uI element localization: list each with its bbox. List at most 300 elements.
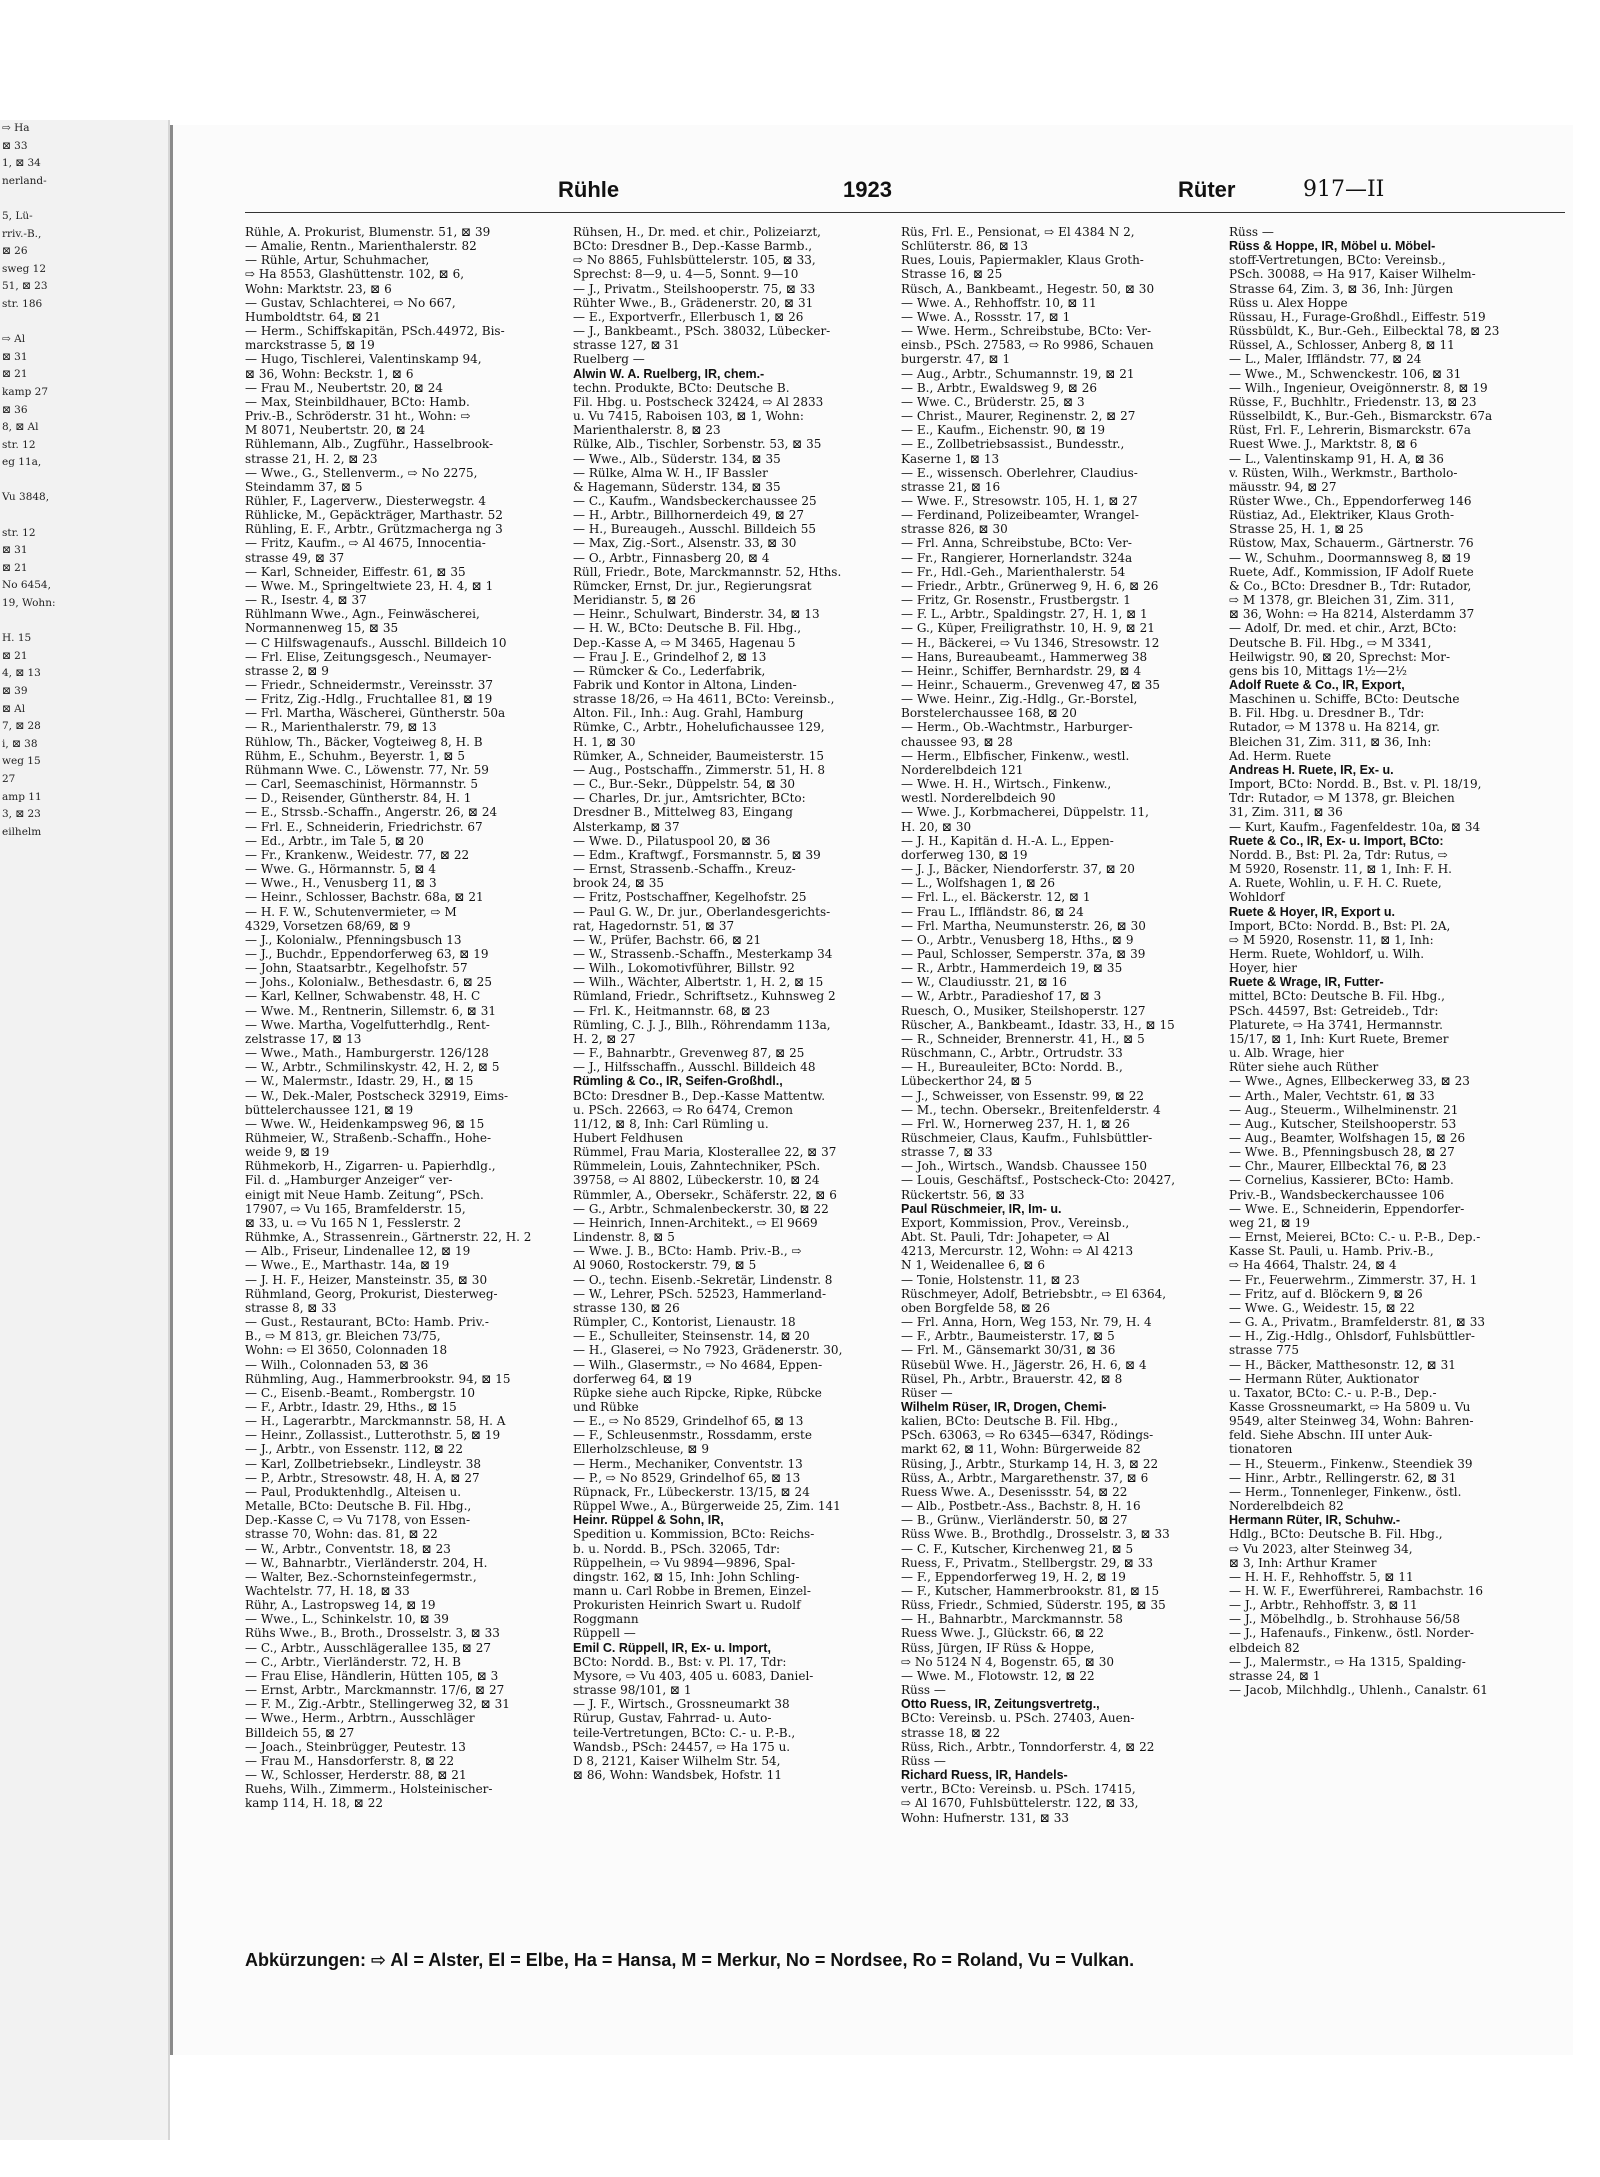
directory-entry: 11/12, ⊠ 8, Inh: Carl Rümling u. [573,1116,769,1131]
directory-entry: Sprechst: 8—9, u. 4—5, Sonnt. 9—10 [573,267,799,282]
directory-entry: — C., Arbtr., Vierländerstr. 72, H. B [245,1654,461,1669]
spine-fragment: 27 [2,772,16,785]
directory-entry: brook 24, ⊠ 35 [573,876,664,891]
directory-entry: — Adolf, Dr. med. et chir., Arzt, BCto: [1229,621,1457,636]
directory-entry: — Wwe. Martha, Vogelfutterhdlg., Rent- [245,1017,490,1032]
directory-entry: einsb., PSch. 27583, ⇨ Ro 9986, Schauen [901,338,1154,353]
directory-entry: Rüstiaz, Ad., Elektriker, Klaus Groth- [1229,508,1455,523]
directory-entry: — W., Bahnarbtr., Vierländerstr. 204, H. [245,1555,488,1570]
header-year: 1923 [843,177,892,202]
directory-entry: — Heinr., Schlosser, Bachstr. 68a, ⊠ 21 [245,890,484,905]
directory-entry: strasse 70, Wohn: das. 81, ⊠ 22 [245,1527,438,1542]
spine-fragment [0,314,168,332]
directory-entry: — Fr., Feuerwehrm., Zimmerstr. 37, H. 1 [1229,1272,1478,1287]
directory-entry: Kaserne 1, ⊠ 13 [901,451,1000,466]
spine-fragment: ⊠ 33 [2,139,28,152]
directory-entry: Rühsen, H., Dr. med. et chir., Polizeiarzt, [573,225,821,239]
directory-entry: ⇨ No 5124 N 4, Bogenstr. 65, ⊠ 30 [901,1654,1114,1669]
directory-entry: — Frau L., Iffländstr. 86, ⊠ 24 [901,904,1084,919]
directory-entry: strasse 21, H. 2, ⊠ 23 [245,451,378,466]
spine-fragment: ⊠ 21 [2,368,28,381]
directory-entry: — Wwe. M., Springeltwiete 23, H. 4, ⊠ 1 [245,578,494,593]
directory-entry: Fabrik und Kontor in Altona, Linden- [573,678,797,692]
directory-entry: ⊠ 3, Inh: Arthur Kramer [1229,1555,1377,1570]
directory-entry: — H. W. F., Ewerführerei, Rambachstr. 16 [1229,1584,1484,1598]
directory-entry: — C. F., Kutscher, Kirchenweg 21, ⊠ 5 [901,1541,1134,1556]
directory-entry: Strasse 16, ⊠ 25 [901,267,1003,282]
directory-entry: — Ernst, Strassenb.-Schaffn., Kreuz- [573,862,796,877]
directory-entry: Borstelerchaussee 168, ⊠ 20 [901,706,1077,721]
directory-entry: kamp 114, H. 18, ⊠ 22 [245,1796,383,1811]
directory-entry: strasse 21, ⊠ 16 [901,479,1001,494]
directory-entry: Lübeckerthor 24, ⊠ 5 [901,1074,1033,1089]
directory-entry: — Wilh., Wächter, Albertstr. 1, H. 2, ⊠ 15 [573,975,824,990]
directory-entry: — Aug., Beamter, Wolfshagen 15, ⊠ 26 [1229,1131,1466,1145]
directory-entry: Rüss, A., Arbtr., Margarethenstr. 37, ⊠ 6 [901,1470,1149,1485]
spine-fragment: No 6454, [2,579,51,592]
directory-entry: Marienthalerstr. 8, ⊠ 23 [573,423,721,438]
directory-entry: — Ernst, Arbtr., Marckmannstr. 17/6, ⊠ 27 [245,1683,505,1698]
directory-entry: Rühlmann Wwe., Agn., Feinwäscherei, [245,607,480,622]
directory-entry: Platurete, ⇨ Ha 3741, Hermannstr. [1229,1017,1443,1032]
directory-entry: — Wwe., Agnes, Ellbeckerweg 33, ⊠ 23 [1229,1074,1470,1089]
directory-entry: Abt. St. Pauli, Tdr: Johapeter, ⇨ Al [901,1230,1110,1245]
directory-entry: — H., Zig.-Hdlg., Ohlsdorf, Fuhlsbüttler- [1229,1329,1475,1344]
directory-entry: — H., Arbtr., Billhornerdeich 49, ⊠ 27 [573,508,804,523]
directory-entry: Rühter Wwe., B., Grädenerstr. 20, ⊠ 31 [573,295,814,310]
directory-entry: Rüs, Frl. E., Pensionat, ⇨ El 4384 N 2, [901,225,1135,239]
directory-entry: Rühler, F., Lagerverw., Diesterwegstr. 4 [245,493,487,508]
directory-entry: Rüll, Friedr., Bote, Marckmannstr. 52, Hths. [573,564,842,579]
directory-entry: — Wwe., Alb., Süderstr. 134, ⊠ 35 [573,451,781,466]
directory-entry: Rüss, Jürgen, IF Rüss & Hoppe, [901,1640,1095,1655]
spine-fragment: ⊠ 36 [2,403,28,416]
directory-entry: — H., Bäcker, Matthesonstr. 12, ⊠ 31 [1229,1357,1456,1372]
directory-entry: — Herm., Elbfischer, Finkenw., westl. [901,748,1130,763]
directory-entry: — W., Arbtr., Schmilinskystr. 42, H. 2, ⊠ 5 [245,1060,500,1075]
directory-entry: — J. H., Kapitän d. H.-A. L., Eppen- [901,833,1114,848]
directory-entry: — Wwe., E., Marthastr. 14a, ⊠ 19 [245,1258,450,1273]
directory-entry: Rüsing, J., Arbtr., Sturkamp 14, H. 3, ⊠ 22 [901,1456,1159,1471]
directory-entry: — W., Schuhm., Doormannsweg 8, ⊠ 19 [1229,550,1471,565]
directory-entry: — H., Bäckerei, ⇨ Vu 1346, Stresowstr. 12 [901,635,1160,650]
directory-entry: Rüsselbildt, K., Bur.-Geh., Bismarckstr. 67a [1229,409,1493,424]
directory-entry: Rüstow, Max, Schauerm., Gärtnerstr. 76 [1229,536,1474,551]
directory-entry: — J., Hafenaufs., Finkenw., östl. Norder- [1229,1626,1474,1641]
directory-entry: Lindenstr. 8, ⊠ 5 [573,1230,675,1245]
directory-entry: — W., Strassenb.-Schaffn., Mesterkamp 34 [573,946,833,961]
directory-entry: Ruete & Wrage, IR, Futter- [1229,975,1384,990]
directory-entry: — Cornelius, Kassierer, BCto: Hamb. [1229,1173,1454,1188]
directory-entry: — Herm., Schiffskapitän, PSch.44972, Bis- [245,324,505,339]
directory-entry: ⇨ No 8865, Fuhlsbüttelerstr. 105, ⊠ 33, [573,253,816,268]
directory-entry: weide 9, ⊠ 19 [245,1145,330,1160]
directory-entry: — Wwe., M., Schwenckestr. 106, ⊠ 31 [1229,366,1462,381]
directory-entry: Ruess Wwe. J., Glückstr. 66, ⊠ 22 [901,1626,1104,1641]
directory-entry: 39758, ⇨ Al 8802, Lübeckerstr. 10, ⊠ 24 [573,1173,820,1188]
spine-fragment: 19, Wohn: [2,597,56,610]
directory-entry: — Wilh., Colonnaden 53, ⊠ 36 [245,1357,429,1372]
directory-entry: Fil. d. „Hamburger Anzeiger“ ver- [245,1173,453,1188]
directory-entry: Rüster Wwe., Ch., Eppendorferweg 146 [1229,493,1472,508]
directory-entry: kalien, BCto: Deutsche B. Fil. Hbg., [901,1414,1119,1429]
spine-fragment: ⊠ 31 [2,350,28,363]
directory-entry: — F., Kutscher, Hammerbrookstr. 81, ⊠ 15 [901,1584,1160,1598]
directory-entry: — Ed., Arbtr., im Tale 5, ⊠ 20 [245,833,424,848]
directory-entry: Rühling, E. F., Arbtr., Grützmacherga ng 3 [245,522,503,537]
directory-entry: — W., Prüfer, Bachstr. 66, ⊠ 21 [573,932,762,947]
directory-entry: — F., Arbtr., Baumeisterstr. 17, ⊠ 5 [901,1329,1115,1344]
spine-fragment [0,613,168,631]
directory-entry: Normannenweg 15, ⊠ 35 [245,621,399,636]
directory-entry: strasse 49, ⊠ 37 [245,550,345,565]
directory-entry: — Wwe., G., Stellenverm., ⇨ No 2275, [245,465,478,480]
directory-entry: Alwin W. A. Ruelberg, IR, chem.- [573,366,765,381]
directory-entry: — Friedr., Arbtr., Grünerweg 9, H. 6, ⊠ 26 [901,578,1159,593]
directory-entry: strasse 130, ⊠ 26 [573,1300,680,1315]
directory-entry: BCto: Nordd. B., Bst: v. Pl. 17, Tdr: [573,1654,787,1669]
directory-entry: — Wwe. G., Hörmannstr. 5, ⊠ 4 [245,862,436,877]
directory-entry: — Wwe., Herm., Arbtrn., Ausschläger [245,1711,475,1726]
directory-entry: westl. Norderelbdeich 90 [901,791,1056,806]
spine-fragment: 8, ⊠ Al [2,421,39,434]
directory-entry: — Wwe. M., Rentnerin, Sillemstr. 6, ⊠ 31 [245,1003,496,1018]
directory-entry: Ruest Wwe. J., Marktstr. 8, ⊠ 6 [1229,437,1418,452]
directory-entry: — Fr., Krankenw., Weidestr. 77, ⊠ 22 [245,847,470,862]
directory-entry: — Max, Zig.-Sort., Alsenstr. 33, ⊠ 30 [573,536,797,551]
directory-entry: — Max, Steinbildhauer, BCto: Hamb. [245,394,470,409]
directory-entry: — Frl. M., Gänsemarkt 30/31, ⊠ 36 [901,1343,1116,1358]
spine-fragment: 1, ⊠ 34 [2,157,41,170]
directory-entry: Rümcker, Ernst, Dr. jur., Regierungsrat [573,578,812,593]
directory-entry: — Joach., Steinbrügger, Peutestr. 13 [245,1739,466,1754]
directory-entry: ⇨ Vu 2023, alter Steinweg 34, [1229,1541,1413,1556]
directory-entry: Rüst, Frl. F., Lehrerin, Bismarckstr. 67a [1229,423,1471,438]
directory-entry: — Ernst, Meierei, BCto: C.- u. P.-B., Dep.- [1229,1230,1481,1245]
directory-entry: Rüss Wwe. B., Brothdlg., Drosselstr. 3, ⊠ 33 [901,1527,1170,1542]
directory-entry: — Wwe. H. H., Wirtsch., Finkenw., [901,777,1112,792]
spine-fragment: 7, ⊠ 28 [2,720,41,733]
directory-entry: 31, Zim. 311, ⊠ 36 [1229,805,1343,820]
directory-entry: 15/17, ⊠ 1, Inh: Kurt Ruete, Bremer [1229,1031,1449,1046]
directory-entry: Rümpler, C., Kontorist, Lienaustr. 18 [573,1315,796,1330]
directory-entry: strasse 2, ⊠ 9 [245,663,329,678]
directory-entry: Rüpnack, Fr., Lübeckerstr. 13/15, ⊠ 24 [573,1484,810,1499]
directory-entry: B., ⇨ M 813, gr. Bleichen 73/75, [245,1329,441,1344]
directory-entry: — Fr., Rangierer, Hornerlandstr. 324a [901,550,1133,565]
directory-entry: — F., Schleusenmstr., Rossdamm, erste [573,1428,812,1443]
directory-entry: Rüsel, Ph., Arbtr., Brauerstr. 42, ⊠ 8 [901,1371,1123,1386]
directory-entry: — Frl. Martha, Neumunsterstr. 26, ⊠ 30 [901,918,1146,933]
directory-entry: — Alb., Friseur, Lindenallee 12, ⊠ 19 [245,1244,471,1259]
spine-fragment: 4, ⊠ 13 [2,667,41,680]
directory-entry: Paul Rüschmeier, IR, Im- u. [901,1201,1062,1216]
directory-entry: ⊠ 86, Wohn: Wandsbek, Hofstr. 11 [573,1768,782,1783]
directory-entry: Rülke, Alb., Tischler, Sorbenstr. 53, ⊠ 35 [573,437,822,452]
column-2 [573,225,895,1945]
directory-entry: — J., Hilfsschaffn., Ausschl. Billdeich 48 [573,1060,816,1075]
directory-entry: — L., Wolfshagen 1, ⊠ 26 [901,876,1056,891]
directory-entry: — Wwe., Math., Hamburgerstr. 126/128 [245,1046,489,1061]
directory-entry: N 1, Weidenallee 6, ⊠ 6 [901,1258,1045,1273]
directory-entry: vertr., BCto: Vereinsb. u. PSch. 17415, [901,1782,1136,1797]
directory-entry: tionatoren [1229,1442,1293,1457]
directory-entry: — Ferdinand, Polizeibeamter, Wrangel- [901,508,1139,523]
directory-entry: marckstrasse 5, ⊠ 19 [245,338,375,353]
directory-entry: — O., Arbtr., Venusberg 18, Hths., ⊠ 9 [901,932,1134,947]
directory-entry: Otto Ruess, IR, Zeitungsvertretg., [901,1697,1100,1712]
directory-entry: Fil. Hbg. u. Postscheck 32424, ⇨ Al 2833 [573,394,824,409]
directory-entry: Andreas H. Ruete, IR, Ex- u. [1229,762,1394,777]
directory-entry: feld. Siehe Abschn. III unter Auk- [1229,1428,1433,1443]
directory-entry: Spedition u. Kommission, BCto: Reichs- [573,1527,815,1542]
directory-entry: — Edm., Kraftwgf., Forsmannstr. 5, ⊠ 39 [573,847,821,862]
directory-entry: — P., ⇨ No 8529, Grindelhof 65, ⊠ 13 [573,1470,801,1485]
directory-entry: M 5920, Rosenstr. 11, ⊠ 1, Inh: F. H. [1229,862,1452,877]
directory-entry: — Aug., Steuerm., Wilhelminenstr. 21 [1229,1102,1459,1117]
directory-entry: 4329, Vorsetzen 68/69, ⊠ 9 [245,918,411,933]
directory-entry: Rühmann Wwe. C., Löwenstr. 77, Nr. 59 [245,762,489,777]
directory-entry: — E., Zollbetriebsassist., Bundesstr., [901,437,1125,452]
directory-entry: Ruess Wwe. A., Desenissstr. 54, ⊠ 22 [901,1484,1128,1499]
directory-entry: Rüssau, H., Furage-Großhdl., Eiffestr. 519 [1229,309,1486,324]
directory-entry: ⇨ Al 1670, Fuhlsbüttelerstr. 122, ⊠ 33, [901,1796,1139,1811]
directory-entry: — H., Glaserei, ⇨ No 7923, Grädenerstr. 30, [573,1343,843,1358]
directory-entry: — H., Bureaugeh., Ausschl. Billdeich 55 [573,522,817,537]
directory-entry: — Wilh., Glasermstr., ⇨ No 4684, Eppen- [573,1357,823,1372]
directory-entry: — Wwe. J. B., BCto: Hamb. Priv.-B., ⇨ [573,1244,802,1259]
directory-entry: — Heinr., Zollassist., Lutterothstr. 5, ⊠ 19 [245,1428,501,1443]
directory-entry: Rühs Wwe., B., Broth., Drosselstr. 3, ⊠ 33 [245,1626,500,1641]
directory-entry: PSch. 30088, ⇨ Ha 917, Kaiser Wilhelm- [1229,267,1476,282]
directory-entry: u. Vu 7415, Raboisen 103, ⊠ 1, Wohn: [573,409,804,424]
directory-entry: — Aug., Arbtr., Schumannstr. 19, ⊠ 21 [901,366,1135,381]
directory-entry: — G. A., Privatm., Bramfelderstr. 81, ⊠ 33 [1229,1315,1485,1330]
spine-fragment: Vu 3848, [2,491,50,504]
directory-entry: M 8071, Neubertstr. 20, ⊠ 24 [245,423,426,438]
spine-fragment: ⇨ Al [2,333,26,346]
directory-entry: — Carl, Seemaschinist, Hörmannstr. 5 [245,777,479,792]
directory-entry: — Wwe. G., Weidestr. 15, ⊠ 22 [1229,1300,1415,1315]
directory-entry: mäusstr. 94, ⊠ 27 [1229,479,1337,494]
directory-entry: Strasse 25, H. 1, ⊠ 25 [1229,522,1364,537]
column-1 [245,225,567,1945]
directory-entry: — F., Arbtr., Idastr. 29, Hths., ⊠ 15 [245,1399,457,1414]
directory-entry: H. 1, ⊠ 30 [573,734,636,749]
directory-entry: Rüsch, A., Bankbeamt., Hegestr. 50, ⊠ 30 [901,281,1155,296]
directory-entry: BCto: Vereinsb. u. PSch. 27403, Auen- [901,1711,1135,1726]
directory-entry: — Rülke, Alma W. H., IF Bassler [573,465,768,480]
spine-fragment: H. 15 [2,632,32,645]
directory-entry: — Heinr., Schauerm., Grevenweg 47, ⊠ 35 [901,678,1160,692]
spine-fragment: eg 11a, [2,456,42,469]
directory-entry: — Frl. K., Heitmannstr. 68, ⊠ 23 [573,1003,771,1018]
directory-entry: — L., Maler, Iffländstr. 77, ⊠ 24 [1229,352,1422,367]
spine-fragment: ⇨ Ha [2,122,30,134]
directory-entry: — Friedr., Schneidermstr., Vereinsstr. 37 [245,678,493,692]
directory-columns [245,225,1565,1945]
directory-entry: Ruete, Adf., Kommission, IF Adolf Ruete [1229,564,1474,579]
directory-entry: D 8, 2121, Kaiser Wilhelm Str. 54, [573,1753,781,1768]
directory-entry: Rümling & Co., IR, Seifen-Großhdl., [573,1074,783,1089]
directory-entry: — Wwe. E., Schneiderin, Eppendorfer- [1229,1201,1465,1216]
directory-entry: u. Alb. Wrage, hier [1229,1046,1344,1061]
page-number: 917—II [1303,177,1385,202]
directory-entry: — Fritz, Kaufm., ⇨ Al 4675, Innocentia- [245,536,486,551]
directory-entry: Tdr: Rutador, ⇨ M 1378, gr. Bleichen [1229,791,1455,806]
spine-fragment: amp 11 [2,790,42,803]
directory-entry: Rüss — [1229,225,1274,239]
spine-fragment: 51, ⊠ 23 [2,280,48,293]
directory-entry: Rutador, ⇨ M 1378 u. Ha 8214, gr. [1229,720,1440,735]
column-3 [901,225,1223,1945]
directory-entry: Deutsche B. Fil. Hbg., ⇨ M 3341, [1229,635,1432,650]
directory-entry: Metalle, BCto: Deutsche B. Fil. Hbg., [245,1499,472,1514]
directory-entry: Rüss, Rich., Arbtr., Tonndorferstr. 4, ⊠ 22 [901,1739,1155,1754]
directory-entry: BCto: Dresdner B., Dep.-Kasse Barmb., [573,239,813,254]
directory-entry: — Charles, Dr. jur., Amtsrichter, BCto: [573,791,806,806]
directory-entry: Steindamm 37, ⊠ 5 [245,479,363,494]
directory-entry: — J. F., Wirtsch., Grossneumarkt 38 [573,1697,790,1712]
directory-entry: Rues, Louis, Papiermakler, Klaus Groth- [901,253,1144,268]
directory-entry: — Fritz, Postschaffner, Kegelhofstr. 25 [573,890,807,905]
directory-entry: — Wwe. J., Korbmacherei, Düppelstr. 11, [901,805,1149,820]
directory-entry: — Alb., Postbetr.-Ass., Bachstr. 8, H. 16 [901,1499,1141,1514]
directory-entry: — G., Küper, Freiligrathstr. 10, H. 9, ⊠ 21 [901,621,1155,636]
directory-entry: strasse 826, ⊠ 30 [901,522,1008,537]
directory-entry: techn. Produkte, BCto: Deutsche B. [573,380,790,395]
directory-entry: — H., Bureauleiter, BCto: Nordd. B., [901,1060,1123,1075]
directory-entry: — Hugo, Tischlerei, Valentinskamp 94, [245,352,482,367]
directory-entry: & Co., BCto: Dresdner B., Tdr: Rutador, [1229,578,1472,593]
directory-entry: Hermann Rüter, IR, Schuhw.- [1229,1513,1401,1528]
spine-fragment [0,507,168,525]
directory-entry: Wohn: Marktstr. 23, ⊠ 6 [245,281,392,296]
directory-entry: — Karl, Schneider, Eiffestr. 61, ⊠ 35 [245,564,466,579]
directory-entry: Hoyer, hier [1229,961,1298,976]
directory-entry: Rüss, Friedr., Schmied, Süderstr. 195, ⊠ 35 [901,1598,1166,1613]
directory-entry: Wohn: ⇨ El 3650, Colonnaden 18 [245,1343,448,1358]
header-rule [245,212,1565,213]
directory-entry: B. Fil. Hbg. u. Dresdner B., Tdr: [1229,706,1425,721]
directory-entry: Rühlemann, Alb., Zugführ., Hasselbrook- [245,437,494,452]
directory-entry: ⇨ Ha 8553, Glashüttenstr. 102, ⊠ 6, [245,267,465,282]
directory-entry: — Rühle, Artur, Schuhmacher, [245,253,430,268]
directory-entry: Ruess, F., Privatm., Stellbergstr. 29, ⊠ 33 [901,1555,1154,1570]
directory-entry: Kasse St. Pauli, u. Hamb. Priv.-B., [1229,1244,1434,1259]
directory-entry: Rühlicke, M., Gepäckträger, Marthastr. 52 [245,508,503,523]
directory-entry: Rüsse, F., Buchhltr., Friedenstr. 13, ⊠ 23 [1229,394,1477,409]
spine-fragment: ⊠ 26 [2,245,28,258]
directory-entry: Import, BCto: Nordd. B., Bst: Pl. 2A, [1229,918,1451,933]
directory-entry: — J., Kolonialw., Pfenningsbusch 13 [245,932,462,947]
directory-entry: oben Borgfelde 58, ⊠ 26 [901,1300,1051,1315]
directory-entry: Rühmling, Aug., Hammerbrookstr. 94, ⊠ 15 [245,1371,511,1386]
directory-entry: Billdeich 55, ⊠ 27 [245,1725,355,1740]
directory-entry: strasse 8, ⊠ 33 [245,1300,337,1315]
directory-entry: Heilwigstr. 90, ⊠ 20, Sprechst: Mor- [1229,649,1451,664]
directory-entry: H. 20, ⊠ 30 [901,819,972,834]
directory-entry: Norderelbdeich 82 [1229,1499,1344,1514]
directory-entry: Rümland, Friedr., Schriftsetz., Kuhnsweg 2 [573,989,836,1004]
directory-entry: — C Hilfswagenaufs., Ausschl. Billdeich 10 [245,635,507,650]
directory-entry: Rüppelhein, ⇨ Vu 9894—9896, Spal- [573,1555,796,1570]
directory-entry: Rüss — [901,1683,946,1698]
directory-entry: — Fritz, Zig.-Hdlg., Fruchtallee 81, ⊠ 19 [245,692,493,707]
directory-entry: — Chr., Maurer, Ellbecktal 76, ⊠ 23 [1229,1159,1447,1174]
directory-entry: Ellerholzschleuse, ⊠ 9 [573,1442,710,1457]
directory-entry: Norderelbdeich 121 [901,762,1024,777]
directory-entry: — J., Arbtr., von Essenstr. 112, ⊠ 22 [245,1442,464,1457]
directory-entry: chaussee 93, ⊠ 28 [901,734,1013,749]
directory-entry: — W., Dek.-Maler, Postscheck 32919, Eims- [245,1088,509,1103]
directory-entry: — Wwe. Herm., Schreibstube, BCto: Ver- [901,324,1152,339]
directory-entry: Wilhelm Rüser, IR, Drogen, Chemi- [901,1399,1107,1414]
directory-entry: — Wwe. B., Pfenningsbusch 28, ⊠ 27 [1229,1145,1455,1160]
directory-entry: Ruehs, Wilh., Zimmerm., Holsteinischer- [245,1782,493,1797]
directory-entry: — J., Malermstr., ⇨ Ha 1315, Spalding- [1229,1654,1466,1669]
directory-entry: — Wwe. F., Stresowstr. 105, H. 1, ⊠ 27 [901,493,1138,508]
directory-entry: Maschinen u. Schiffe, BCto: Deutsche [1229,692,1460,707]
directory-entry: — Arth., Maler, Vechtstr. 61, ⊠ 33 [1229,1088,1435,1103]
directory-entry: — Wwe., H., Venusberg 11, ⊠ 3 [245,876,437,891]
directory-entry: — Walter, Bez.-Schornsteinfegermstr., [245,1569,477,1584]
directory-entry: — C., Kaufm., Wandsbeckerchaussee 25 [573,493,817,508]
directory-entry: — W., Claudiusstr. 21, ⊠ 16 [901,975,1067,990]
directory-entry: Strasse 64, Zim. 3, ⊠ 36, Inh: Jürgen [1229,281,1454,296]
directory-entry: — Paul G. W., Dr. jur., Oberlandesgerichts- [573,904,831,919]
directory-entry: Dep.-Kasse C, ⇨ Vu 7178, von Essen- [245,1513,470,1528]
directory-entry: — H., Lagerarbtr., Marckmannstr. 58, H. A [245,1414,506,1429]
directory-entry: BCto: Dresdner B., Dep.-Kasse Mattentw. [573,1088,826,1103]
directory-entry: — H., Bahnarbtr., Marckmannstr. 58 [901,1612,1123,1627]
directory-entry: Wohn: Hufnerstr. 131, ⊠ 33 [901,1810,1069,1825]
directory-entry: Rüss — [901,1753,946,1768]
directory-entry: — Frau M., Hansdorferstr. 8, ⊠ 22 [245,1753,455,1768]
directory-entry: — C., Arbtr., Ausschlägerallee 135, ⊠ 27 [245,1640,491,1655]
directory-entry: Humboldtstr. 64, ⊠ 21 [245,309,381,324]
directory-entry: — L., Valentinskamp 91, H. A, ⊠ 36 [1229,451,1444,466]
directory-entry: strasse 775 [1229,1343,1300,1358]
directory-entry: — Wwe. A., Rossstr. 17, ⊠ 1 [901,309,1071,324]
directory-entry: — P., Arbtr., Stresowstr. 48, H. A, ⊠ 27 [245,1470,480,1485]
directory-entry: strasse 18, ⊠ 22 [901,1725,1001,1740]
directory-entry: ⇨ M 1378, gr. Bleichen 31, Zim. 311, [1229,593,1455,608]
directory-entry: — Gustav, Schlachterei, ⇨ No 667, [245,295,456,310]
directory-entry: Dep.-Kasse A, ⇨ M 3465, Hagenau 5 [573,635,796,650]
directory-entry: PSch. 63063, ⇨ Ro 6345—6347, Rödings- [901,1428,1154,1443]
directory-entry: Rüschmann, C., Arbtr., Ortrudstr. 33 [901,1046,1123,1061]
directory-entry: — Fr., Hdl.-Geh., Marienthalerstr. 54 [901,564,1126,579]
directory-entry: — R., Isestr. 4, ⊠ 37 [245,593,367,608]
directory-entry: teile-Vertretungen, BCto: C.- u. P.-B., [573,1725,796,1740]
directory-entry: — E., Exportverfr., Ellerbusch 1, ⊠ 26 [573,309,804,324]
directory-entry: — C., Bur.-Sekr., Düppelstr. 54, ⊠ 30 [573,777,796,792]
column-4 [1229,225,1551,1945]
directory-entry: — Frl. W., Hornerweg 237, H. 1, ⊠ 26 [901,1116,1130,1131]
directory-entry: — W., Schlosser, Herderstr. 88, ⊠ 21 [245,1768,467,1783]
directory-entry: — J., Schweisser, von Essenstr. 99, ⊠ 22 [901,1088,1144,1103]
directory-page [170,125,1573,2055]
directory-entry: Alsterkamp, ⊠ 37 [573,819,680,834]
directory-entry: — F., Bahnarbtr., Grevenweg 87, ⊠ 25 [573,1046,805,1061]
spine-fragment: eilhelm [2,825,42,838]
directory-entry: Rühm, E., Schuhm., Beyerstr. 1, ⊠ 5 [245,748,465,763]
directory-entry: — Heinr., Schiffer, Bernhardstr. 29, ⊠ 4 [901,663,1142,678]
directory-entry: 4213, Mercurstr. 12, Wohn: ⇨ Al 4213 [901,1244,1134,1259]
directory-entry: markt 62, ⊠ 11, Wohn: Bürgerweide 82 [901,1442,1141,1457]
directory-entry: büttelerchaussee 121, ⊠ 19 [245,1102,414,1117]
